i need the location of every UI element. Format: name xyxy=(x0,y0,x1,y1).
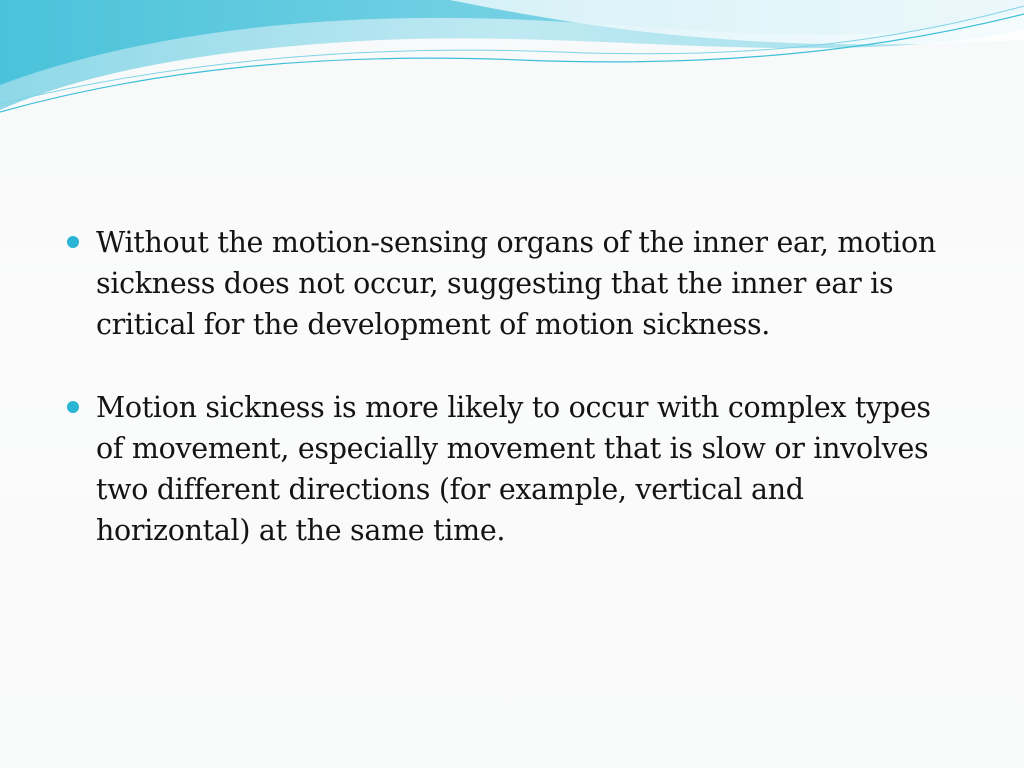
bullet-list xyxy=(64,222,964,593)
bullet-item xyxy=(64,387,964,551)
bullet-item xyxy=(64,222,964,345)
bullet-text: Without the motion-sensing organs of the inner ear, motion sickness does not occur, suggesting that the inner ear is critical for the development of motion sickness. xyxy=(96,226,936,341)
header-wave-decoration xyxy=(0,0,1024,130)
bullet-text: Motion sickness is more likely to occur with complex types of movement, especially movement that is slow or involves two different directions (for example, vertical and horizontal) at the same time. xyxy=(96,391,931,547)
bullet-dot-icon xyxy=(67,401,79,413)
bullet-dot-icon xyxy=(67,236,79,248)
